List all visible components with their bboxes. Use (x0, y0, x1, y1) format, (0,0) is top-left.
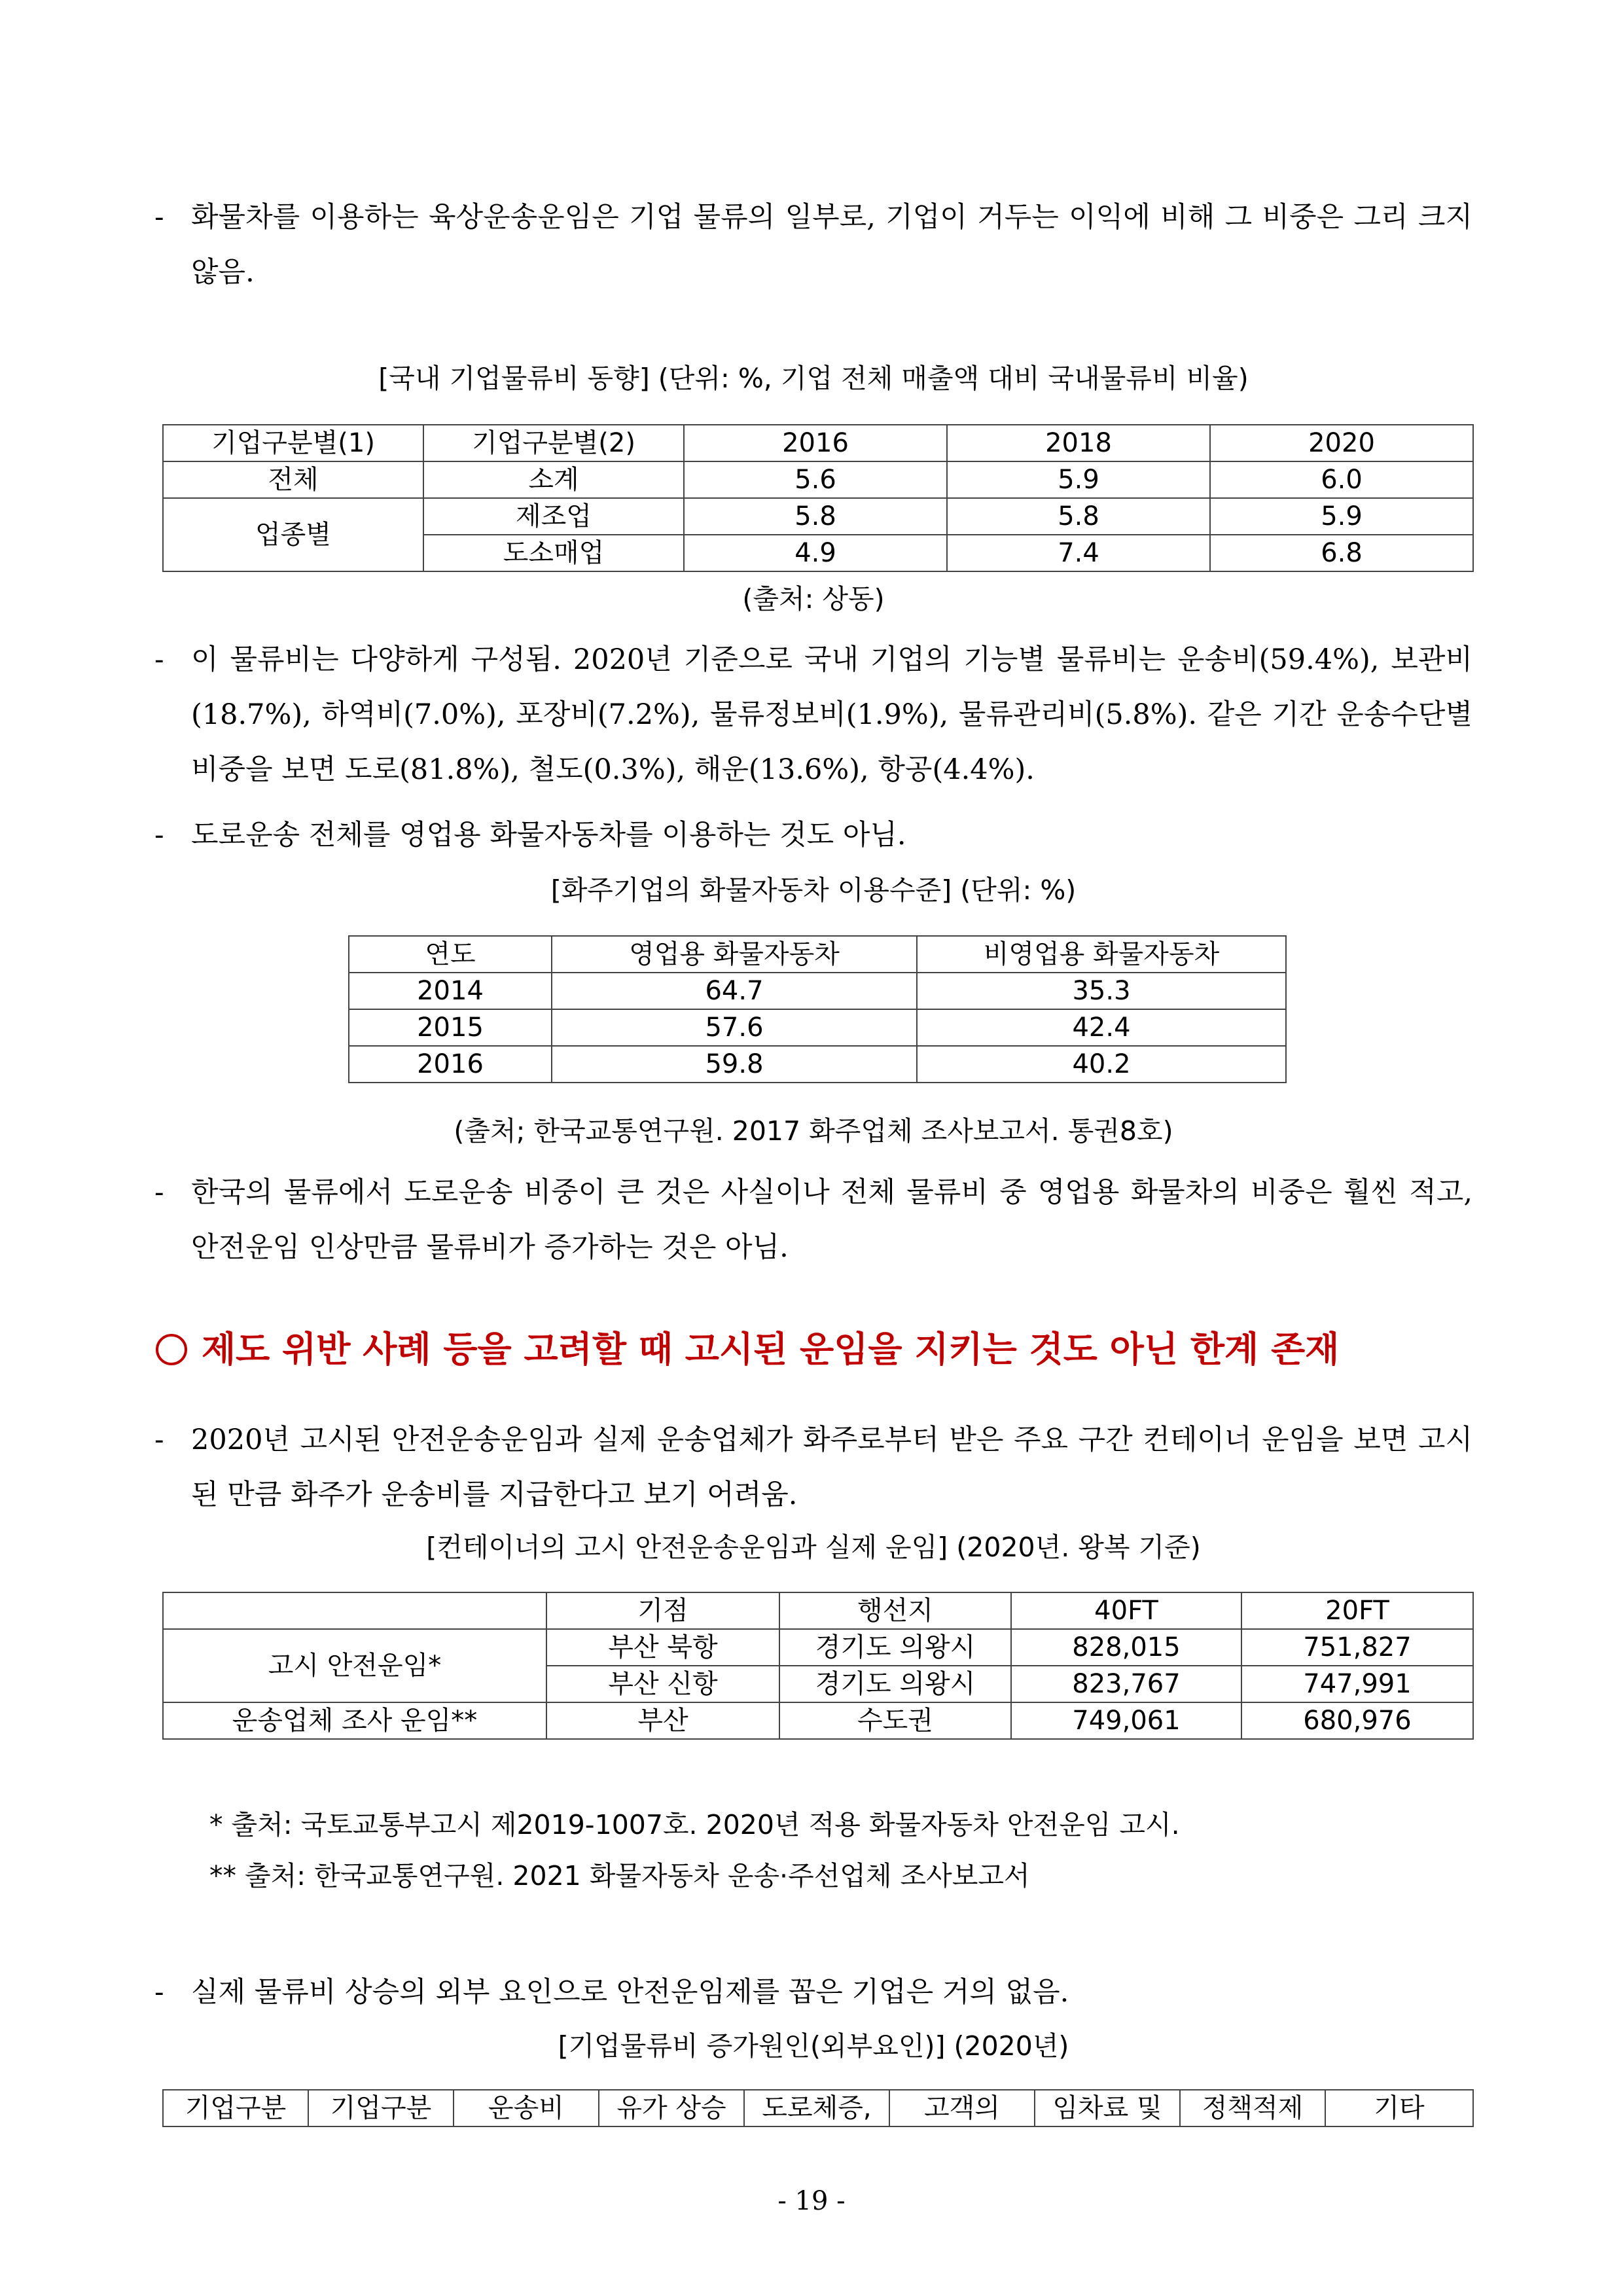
table-row (163, 498, 1473, 535)
table-caption: [컨테이너의 고시 안전운송운임과 실제 운임] (2020년. 왕복 기준) (426, 1532, 1201, 1563)
table-caption: [국내 기업물류비 동향] (단위: %, 기업 전체 매출액 대비 국내물류비 비율) (378, 363, 1249, 394)
value-cell: 35.3 (917, 973, 1286, 1009)
value-cell: 5.8 (947, 498, 1210, 535)
table-caption: [기업물류비 증가원인(외부요인)] (2020년) (558, 2030, 1069, 2062)
sub-cell: 소계 (423, 461, 684, 498)
value-cell: 5.8 (684, 498, 947, 535)
header-cell: 기업구분별(1) (163, 425, 423, 461)
value-cell: 5.9 (947, 461, 1210, 498)
paragraph-text: 한국의 물류에서 도로운송 비중이 큰 것은 사실이나 전체 물류비 중 영업용 화물차의 비중은 훨씬 적고, 안전운임 인상만큼 물류비가 증가하는 것은 아님. (191, 1176, 1472, 1264)
table-caption: [화주기업의 화물자동차 이용수준] (단위: %) (550, 874, 1077, 906)
table-row (349, 973, 1286, 1009)
bullet-dash: - (154, 1424, 164, 1456)
destination-cell: 경기도 의왕시 (779, 1666, 1011, 1702)
header-cell: 2018 (947, 425, 1210, 461)
truck-usage-table (348, 935, 1287, 1083)
table-header-row (349, 936, 1286, 973)
header-cell: 비영업용 화물자동차 (917, 936, 1286, 973)
bullet-dash: - (154, 201, 164, 234)
paragraph-6 (154, 1965, 1472, 2020)
group-cell: 업종별 (163, 498, 423, 571)
circle-icon (156, 1334, 187, 1365)
header-cell: 2020 (1210, 425, 1473, 461)
value-cell: 680,976 (1241, 1702, 1473, 1739)
paragraph-text: 화물차를 이용하는 육상운송운임은 기업 물류의 일부로, 기업이 거두는 이익에 비해 그 비중은 그리 크지 않음. (191, 201, 1472, 289)
value-cell: 59.8 (552, 1046, 917, 1083)
bullet-dash: - (154, 1176, 164, 1209)
bullet-dash: - (154, 643, 164, 676)
year-cell: 2015 (349, 1009, 552, 1046)
section-heading-text: 제도 위반 사례 등을 고려할 때 고시된 운임을 지키는 것도 아닌 한계 존재 (202, 1328, 1340, 1370)
bullet-dash: - (154, 819, 164, 852)
header-cell: 40FT (1011, 1592, 1241, 1629)
header-cell: 기점 (546, 1592, 779, 1629)
header-cell: 도로체증, (744, 2090, 889, 2126)
sub-cell: 도소매업 (423, 535, 684, 571)
header-cell: 기업구분 (163, 2090, 308, 2126)
container-rate-table (162, 1592, 1474, 1740)
value-cell: 823,767 (1011, 1666, 1241, 1702)
value-cell: 751,827 (1241, 1629, 1473, 1666)
logistics-cost-table (162, 424, 1474, 572)
table-row (349, 1009, 1286, 1046)
origin-cell: 부산 (546, 1702, 779, 1739)
table-row (349, 1046, 1286, 1083)
value-cell: 5.6 (684, 461, 947, 498)
value-cell: 5.9 (1210, 498, 1473, 535)
header-cell: 행선지 (779, 1592, 1011, 1629)
value-cell: 40.2 (917, 1046, 1286, 1083)
header-cell: 기타 (1325, 2090, 1473, 2126)
year-cell: 2014 (349, 973, 552, 1009)
header-cell: 정책적제 (1180, 2090, 1325, 2126)
table-row (163, 1629, 1473, 1666)
table-header-row (163, 425, 1473, 461)
table-source: (출처: 상동) (742, 583, 885, 615)
group-cell: 운송업체 조사 운임** (163, 1702, 546, 1739)
header-cell: 기업구분별(2) (423, 425, 684, 461)
group-cell: 고시 안전운임* (163, 1629, 546, 1702)
header-cell: 연도 (349, 936, 552, 973)
destination-cell: 수도권 (779, 1702, 1011, 1739)
sub-cell: 제조업 (423, 498, 684, 535)
year-cell: 2016 (349, 1046, 552, 1083)
table-header-row (163, 1592, 1473, 1629)
paragraph-text: 이 물류비는 다양하게 구성됨. 2020년 기준으로 국내 기업의 기능별 물류비는 운송비(59.4%), 보관비(18.7%), 하역비(7.0%), 포장비(7.2%), 물류정보비(1.9%), 물류관리비(5.8%). 같은 기간 운송수단별 비중을 보면 도로(81.8%), 철도(0.3%), 해운(13.6%), 항공(4.4%). (191, 643, 1472, 786)
value-cell: 4.9 (684, 535, 947, 571)
header-cell: 영업용 화물자동차 (552, 936, 917, 973)
origin-cell: 부산 신항 (546, 1666, 779, 1702)
header-cell: 임차료 및 (1035, 2090, 1180, 2126)
header-cell: 2016 (684, 425, 947, 461)
table-header-row (163, 2090, 1473, 2126)
header-cell (163, 1592, 546, 1629)
group-cell: 전체 (163, 461, 423, 498)
header-cell: 고객의 (889, 2090, 1035, 2126)
paragraph-5 (154, 1412, 1472, 1522)
table-source: (출처; 한국교통연구원. 2017 화주업체 조사보고서. 통권8호) (454, 1115, 1173, 1147)
paragraph-2 (154, 632, 1472, 797)
footnote: * 출처: 국토교통부고시 제2019-1007호. 2020년 적용 화물자동차 안전운임 고시. (209, 1809, 1180, 1840)
origin-cell: 부산 북항 (546, 1629, 779, 1666)
header-cell: 20FT (1241, 1592, 1473, 1629)
paragraph-text: 실제 물류비 상승의 외부 요인으로 안전운임제를 꼽은 기업은 거의 없음. (191, 1976, 1069, 2009)
footnote: ** 출처: 한국교통연구원. 2021 화물자동차 운송·주선업체 조사보고서 (209, 1860, 1030, 1892)
value-cell: 6.8 (1210, 535, 1473, 571)
value-cell: 6.0 (1210, 461, 1473, 498)
table-row (163, 461, 1473, 498)
value-cell: 57.6 (552, 1009, 917, 1046)
page-number: - 19 - (777, 2186, 846, 2216)
paragraph-3 (154, 808, 1472, 863)
paragraph-1 (154, 190, 1472, 300)
value-cell: 749,061 (1011, 1702, 1241, 1739)
destination-cell: 경기도 의왕시 (779, 1629, 1011, 1666)
section-heading (154, 1319, 1483, 1378)
header-cell: 유가 상승 (599, 2090, 744, 2126)
cost-increase-table (162, 2089, 1474, 2127)
header-cell: 운송비 (454, 2090, 599, 2126)
value-cell: 747,991 (1241, 1666, 1473, 1702)
paragraph-4 (154, 1165, 1472, 1275)
paragraph-text: 도로운송 전체를 영업용 화물자동차를 이용하는 것도 아님. (191, 819, 906, 852)
header-cell: 기업구분 (308, 2090, 454, 2126)
table-row (163, 1702, 1473, 1739)
bullet-dash: - (154, 1976, 164, 2009)
value-cell: 42.4 (917, 1009, 1286, 1046)
paragraph-text: 2020년 고시된 안전운송운임과 실제 운송업체가 화주로부터 받은 주요 구간 컨테이너 운임을 보면 고시된 만큼 화주가 운송비를 지급한다고 보기 어려움. (191, 1424, 1472, 1511)
value-cell: 64.7 (552, 973, 917, 1009)
value-cell: 7.4 (947, 535, 1210, 571)
value-cell: 828,015 (1011, 1629, 1241, 1666)
